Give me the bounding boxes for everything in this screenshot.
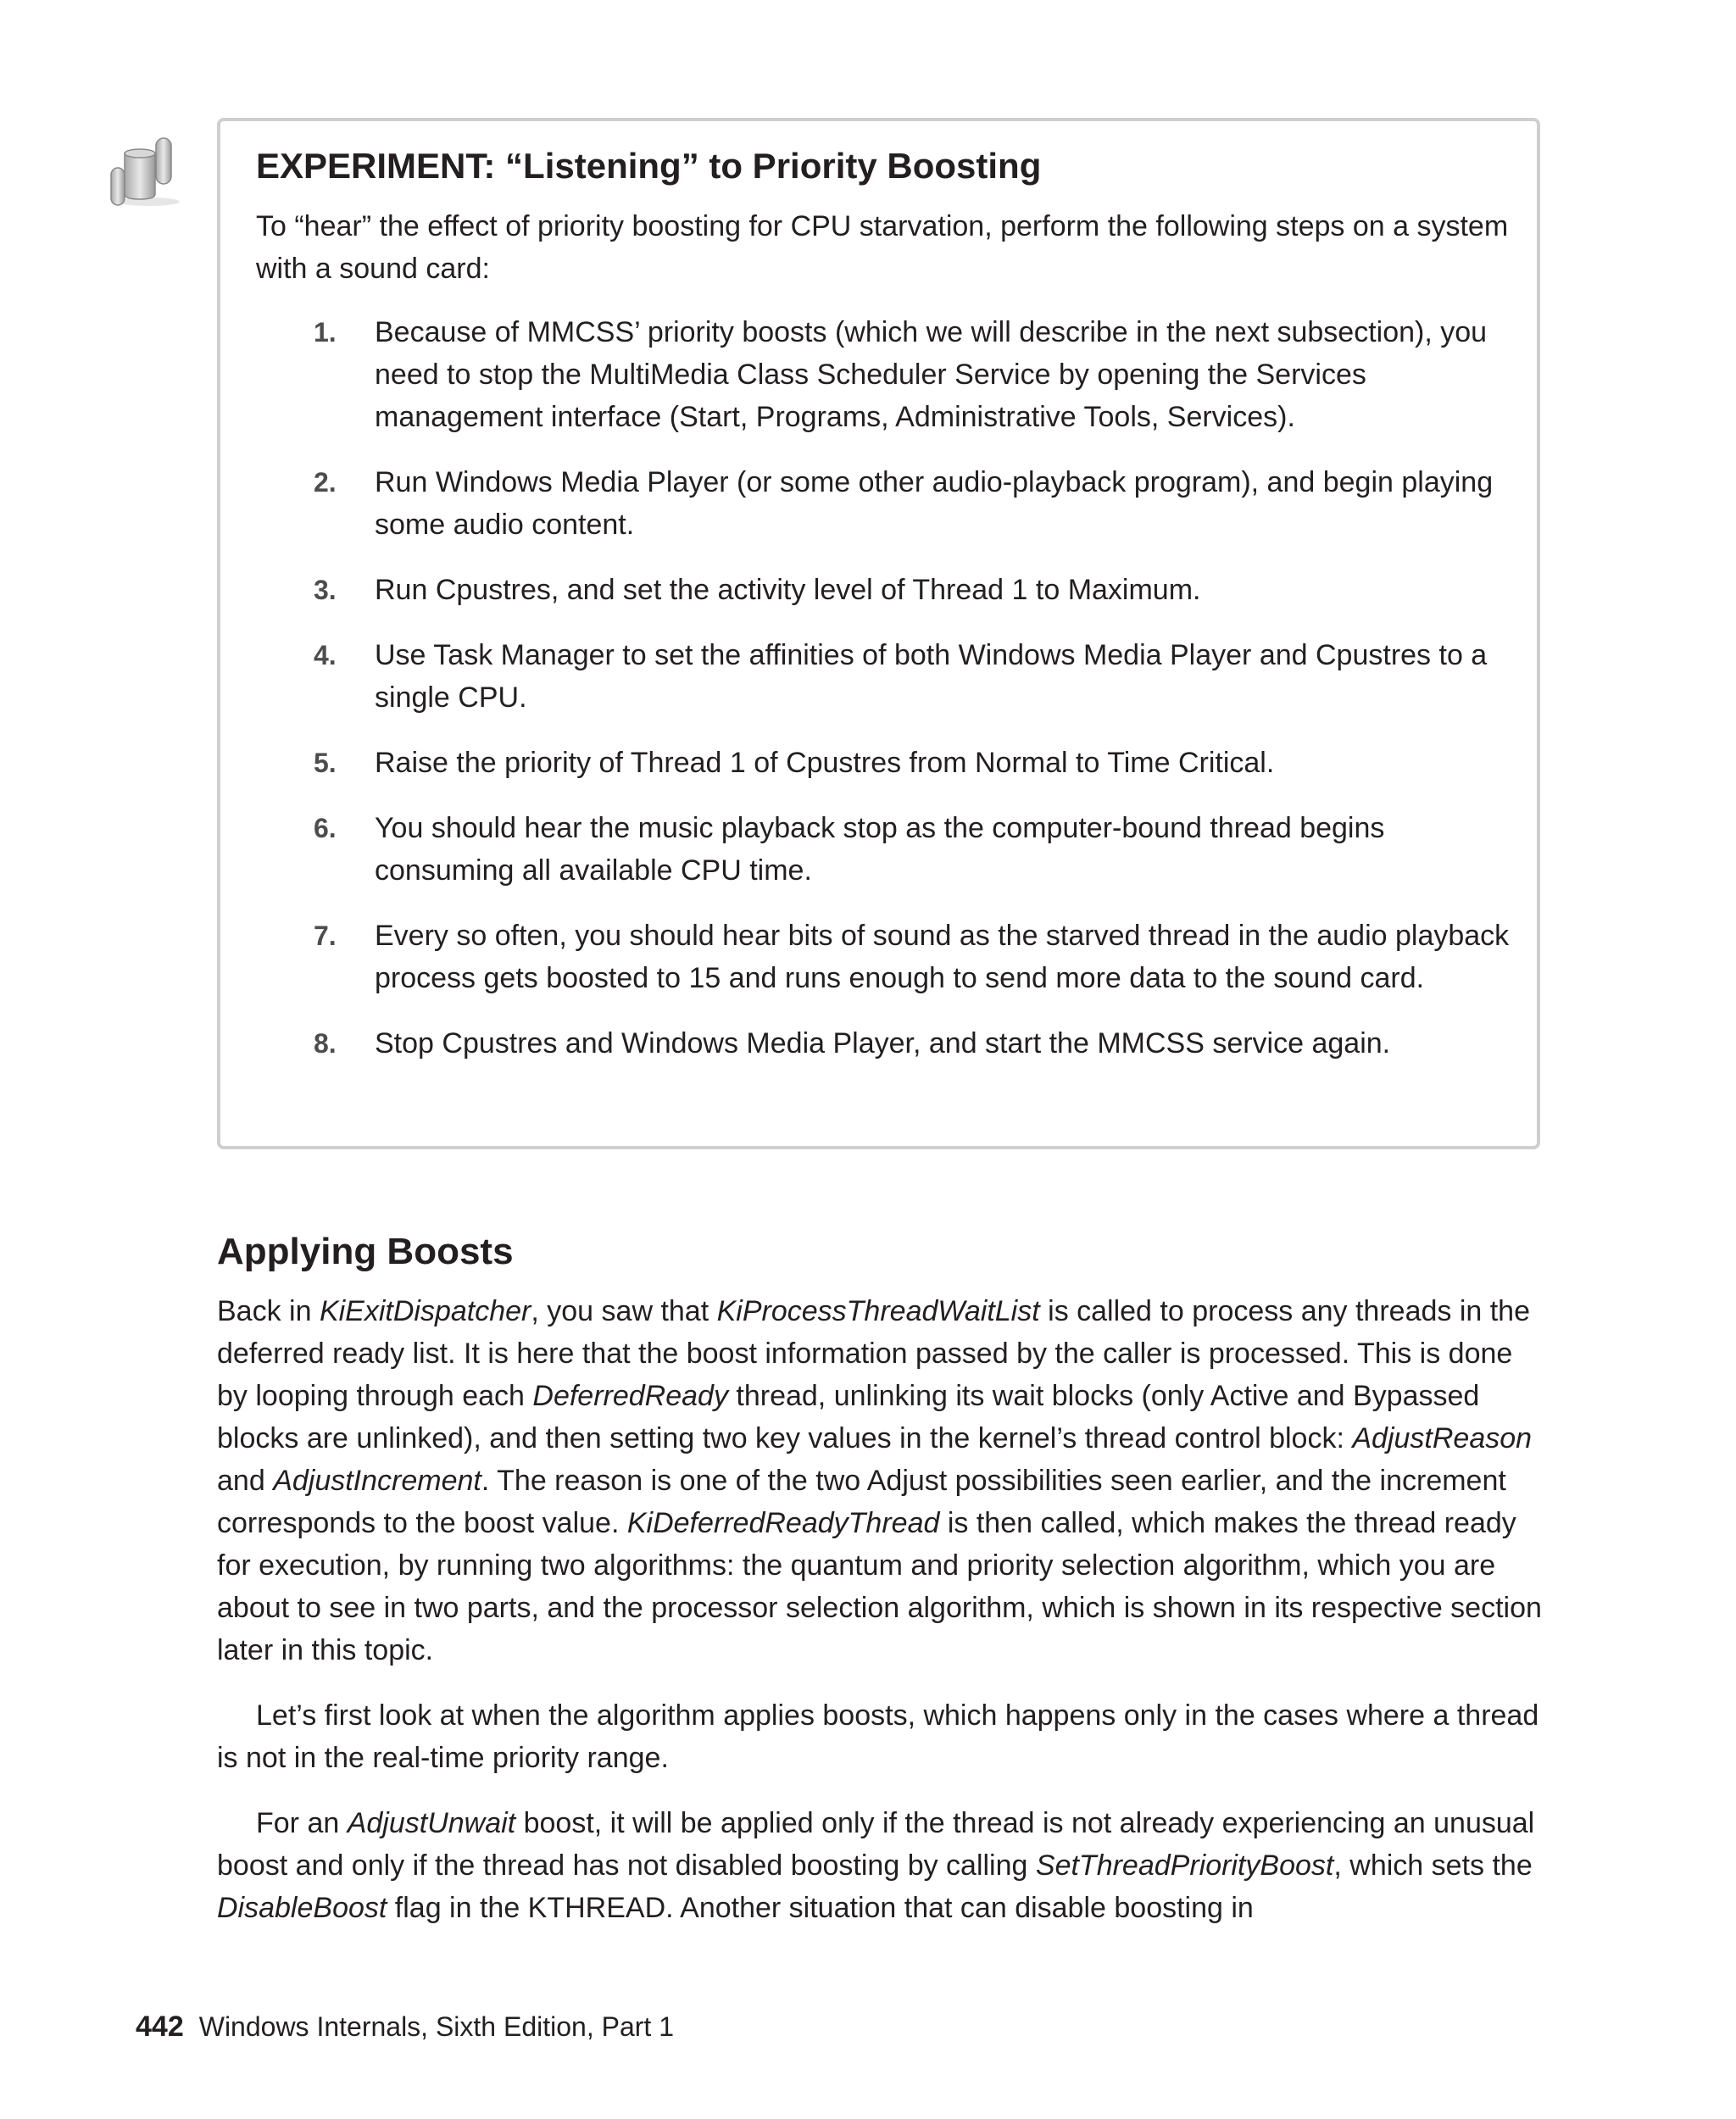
code-term: DisableBoost <box>217 1892 387 1924</box>
code-term: AdjustUnwait <box>347 1807 516 1839</box>
step-item <box>256 742 1511 784</box>
text-run: is called to process any threads in the deferred ready list. It is here that the boost information passed by the caller is processed. This is done by looping through each <box>217 1295 1531 1412</box>
step-number: 5. <box>314 748 337 778</box>
step-text: Run Windows Media Player (or some other audio-playback program), and begin playing some audio content. <box>375 466 1494 541</box>
code-term: AdjustReason <box>1352 1422 1533 1454</box>
section-heading: Applying Boosts <box>217 1231 514 1272</box>
experiment-title: EXPERIMENT: “Listening” to Priority Boosting <box>256 146 1042 186</box>
step-item <box>256 1022 1511 1065</box>
text-run: and <box>217 1465 274 1497</box>
text-run: , you saw that <box>531 1295 717 1327</box>
code-term: KiDeferredReadyThread <box>626 1507 940 1539</box>
code-term: SetThreadPriorityBoost <box>1035 1849 1334 1882</box>
step-text: You should hear the music playback stop as the computer-bound thread begins consuming all available CPU time. <box>375 812 1385 887</box>
step-number: 8. <box>314 1028 337 1059</box>
text-run: is then called, which makes the thread ready for execution, by running two algorithms: the quantum and priority selection algorithm, which you are about to see in two parts, and the processor selection algorithm, which is shown in its respective section later in this topic. <box>217 1507 1542 1666</box>
text-run: boost, it will be applied only if the thread is not already experiencing an unusual boost and only if the thread has not disabled boosting by calling <box>217 1807 1535 1882</box>
step-text: Every so often, you should hear bits of sound as the starved thread in the audio playback process gets boosted to 15 and runs enough to send more data to the sound card. <box>375 920 1510 994</box>
code-term: AdjustIncrement <box>273 1465 481 1497</box>
paragraph-2: Let’s first look at when the algorithm applies boosts, which happens only in the cases where a thread is not in the real-time priority range. <box>217 1699 1539 1774</box>
text-run: Back in <box>217 1295 320 1327</box>
step-item <box>256 915 1511 999</box>
experiment-steps-list <box>256 311 1511 1087</box>
step-text: Raise the priority of Thread 1 of Cpustres from Normal to Time Critical. <box>375 747 1275 779</box>
step-number: 3. <box>314 575 337 605</box>
step-item <box>256 461 1511 546</box>
text-run: flag in the KTHREAD. Another situation that can disable boosting in <box>387 1892 1254 1924</box>
experiment-beakers-icon <box>108 134 185 210</box>
step-item <box>256 634 1511 719</box>
step-number: 2. <box>314 467 337 498</box>
book-title: Windows Internals, Sixth Edition, Part 1 <box>198 2011 674 2042</box>
step-text: Run Cpustres, and set the activity level of Thread 1 to Maximum. <box>375 574 1201 606</box>
step-number: 7. <box>314 920 337 951</box>
step-text: Because of MMCSS’ priority boosts (which we will describe in the next subsection), you need to stop the MultiMedia Class Scheduler Service by opening the Services management interface (Start, Programs, Administrative Tools, Services). <box>375 316 1488 433</box>
step-item <box>256 807 1511 892</box>
paragraph-3 <box>217 1802 1548 1929</box>
step-item <box>256 311 1511 438</box>
step-text: Use Task Manager to set the affinities of both Windows Media Player and Cpustres to a single CPU. <box>375 639 1488 714</box>
experiment-intro: To “hear” the effect of priority boosting for CPU starvation, perform the following steps on a system with a sound card: <box>256 210 1509 285</box>
code-term: KiProcessThreadWaitList <box>716 1295 1040 1327</box>
text-run: thread, unlinking its wait blocks (only Active and Bypassed blocks are unlinked), and then setting two key values in the kernel’s thread control block: <box>217 1380 1480 1454</box>
text-run: . The reason is one of the two Adjust possibilities seen earlier, and the increment corresponds to the boost value. <box>217 1465 1506 1539</box>
page-number: 442 <box>136 2011 184 2043</box>
code-term: DeferredReady <box>532 1380 728 1412</box>
step-item <box>256 569 1511 611</box>
code-term: KiExitDispatcher <box>319 1295 531 1327</box>
paragraph-1 <box>217 1290 1548 1671</box>
step-number: 4. <box>314 640 337 670</box>
page-footer <box>136 2011 674 2044</box>
step-number: 1. <box>314 317 337 348</box>
step-number: 6. <box>314 813 337 843</box>
text-run: , which sets the <box>1333 1849 1533 1882</box>
section-body <box>217 1290 1548 1952</box>
text-run: For an <box>256 1807 348 1839</box>
step-text: Stop Cpustres and Windows Media Player, and start the MMCSS service again. <box>375 1027 1391 1060</box>
